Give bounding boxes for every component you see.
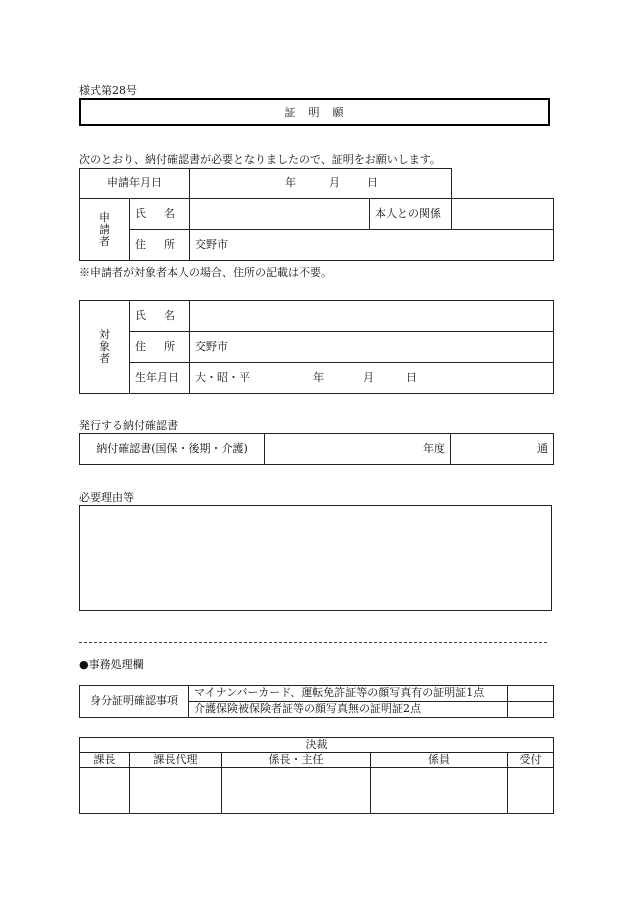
stamp-section-chief[interactable]	[80, 768, 130, 814]
id-option-no-photo: 介護保険被保険者証等の顔写真無の証明証2点	[189, 702, 508, 718]
date-month-label: 月	[329, 176, 340, 190]
col-section-chief: 課長	[80, 753, 130, 768]
col-deputy-chief: 課長代理	[130, 753, 222, 768]
applicant-address-label: 住 所	[130, 230, 190, 261]
stamp-supervisor[interactable]	[222, 768, 371, 814]
issue-table	[79, 433, 554, 465]
office-heading: ●事務処理欄	[79, 658, 144, 671]
date-day-label: 日	[367, 176, 378, 190]
birth-date-field[interactable]: 大・昭・平 年 月 日	[190, 363, 554, 394]
applicant-name-field[interactable]	[190, 199, 370, 230]
relation-field[interactable]	[452, 199, 554, 230]
applicant-name-label: 氏 名	[130, 199, 190, 230]
fiscal-year-field[interactable]: 年度	[265, 434, 451, 465]
issue-heading: 発行する納付確認書	[79, 419, 178, 432]
applicant-address-field[interactable]: 交野市	[190, 230, 554, 261]
confirmation-doc-label: 納付確認書(国保・後期・介護)	[80, 434, 265, 465]
form-title: 証 明 願	[284, 106, 345, 119]
col-reception: 受付	[508, 753, 554, 768]
stamp-reception[interactable]	[508, 768, 554, 814]
cut-line-divider	[79, 642, 547, 643]
approval-table	[79, 737, 554, 814]
application-date-field[interactable]	[190, 169, 452, 199]
birth-date-label: 生年月日	[130, 363, 190, 394]
stamp-deputy-chief[interactable]	[130, 768, 222, 814]
col-supervisor: 係長・主任	[222, 753, 371, 768]
reason-heading: 必要理由等	[79, 491, 134, 504]
id-check-label: 身分証明確認事項	[80, 686, 189, 718]
approval-header: 決裁	[80, 738, 554, 753]
id-option-photo-check[interactable]	[508, 686, 554, 702]
applicant-group-label: 申 請 者	[80, 199, 130, 261]
blank-cell	[452, 169, 554, 199]
application-date-label: 申請年月日	[80, 169, 190, 199]
subject-name-field[interactable]	[190, 301, 554, 332]
copies-field[interactable]: 通	[451, 434, 554, 465]
stamp-staff[interactable]	[371, 768, 508, 814]
reason-textarea[interactable]	[79, 505, 552, 611]
id-option-no-photo-check[interactable]	[508, 702, 554, 718]
form-title-box	[79, 98, 550, 126]
date-year-label: 年	[285, 176, 296, 190]
subject-group-label: 対 象 者	[80, 301, 130, 394]
subject-name-label: 氏 名	[130, 301, 190, 332]
relation-label: 本人との関係	[370, 199, 452, 230]
col-staff: 係員	[371, 753, 508, 768]
subject-table	[79, 300, 554, 394]
era-options: 大・昭・平	[195, 370, 250, 384]
subject-address-field[interactable]: 交野市	[190, 332, 554, 363]
intro-text: 次のとおり、納付確認書が必要となりましたので、証明をお願いします。	[79, 153, 441, 166]
id-check-table	[79, 685, 554, 718]
applicant-note: ※申請者が対象者本人の場合、住所の記載は不要。	[79, 266, 332, 279]
id-option-photo: マイナンバーカード、運転免許証等の顔写真有の証明証1点	[189, 686, 508, 702]
subject-address-label: 住 所	[130, 332, 190, 363]
applicant-table	[79, 168, 554, 261]
form-number: 様式第28号	[79, 84, 137, 97]
